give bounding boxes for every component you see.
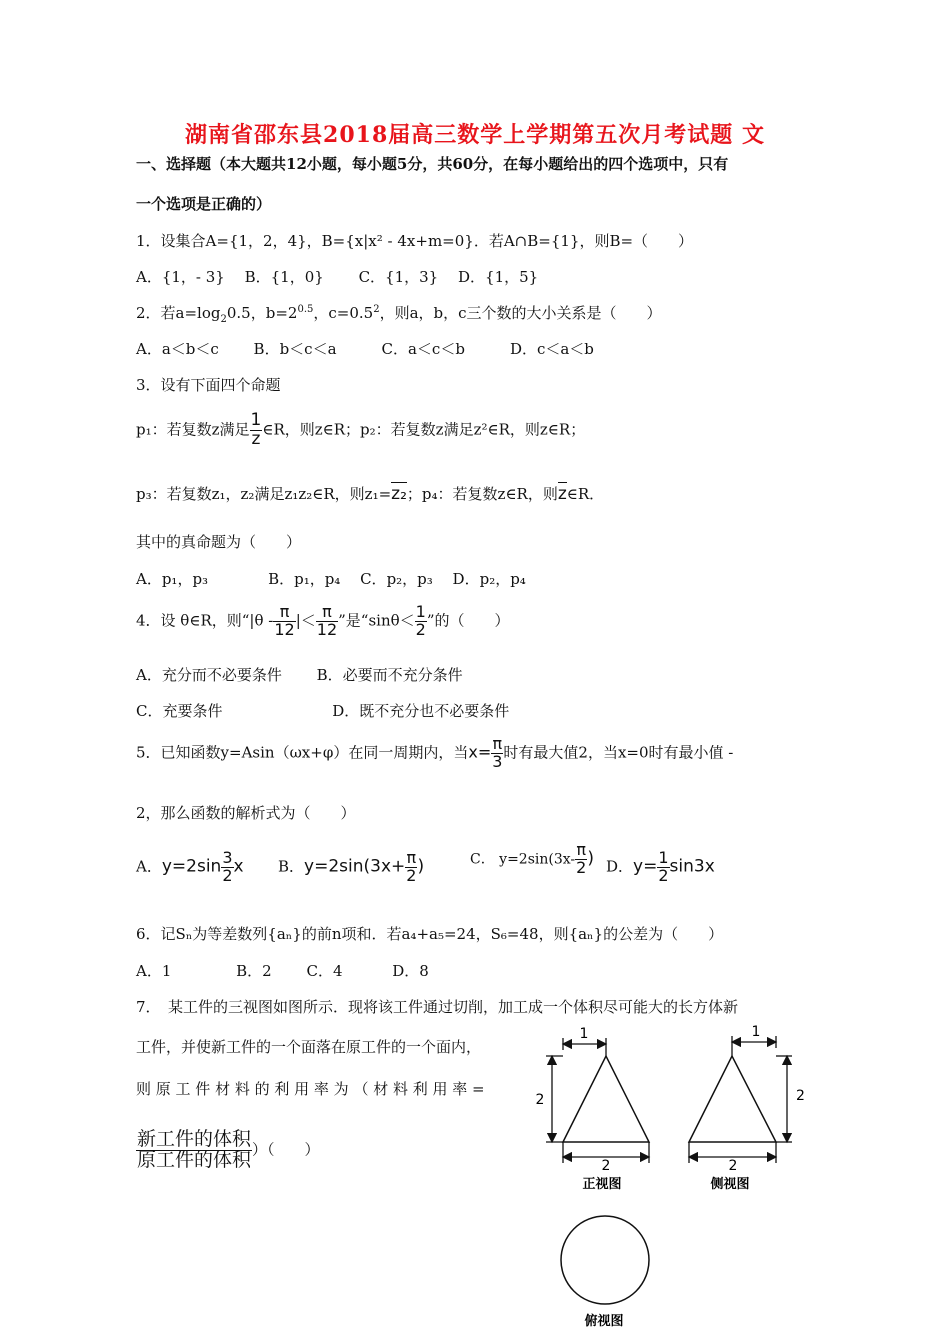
question-5-option-c: C． y=2sin(3x- $\frac{\pi}{2}$ ) — [470, 840, 594, 877]
question-7-line3: 则 原 工 件 材 料 的 利 用 率 为 （ 材 料 利 用 率 = — [136, 1080, 485, 1098]
question-1-stem: 1．设集合A={1，2，4}，B={x|x² - 4x+m=0}．若A∩B={1}，则B=（ ） — [136, 232, 694, 250]
section-heading-line2: 一个选项是正确的） — [136, 195, 272, 213]
front-base-dim-label: 2 — [601, 1158, 611, 1174]
question-3-p3-p4: p₃：若复数z₁，z₂满足z₁z₂∈R，则z₁=z₂；p₄：若复数z∈R，则z∈R． — [136, 484, 605, 504]
question-4-options-cd: C．充要条件 D．既不充分也不必要条件 — [136, 702, 510, 720]
question-2-options: A．a＜b＜c B．b＜c＜a C．a＜c＜b D．c＜a＜b — [136, 340, 594, 358]
front-view-label: 正视图 — [582, 1177, 622, 1192]
document-title: 湖南省邵东县2018届高三数学上学期第五次月考试题 文 — [185, 122, 765, 148]
side-base-dim-label: 2 — [728, 1158, 738, 1174]
question-1-options: A．{1，- 3} B．{1，0} C．{1，3} D．{1，5} — [136, 268, 539, 286]
question-5-option-a: A．y=2sin $\frac{3}{2}$ x — [136, 848, 244, 885]
question-4-stem: 4．设 θ∈R，则“|θ - $\frac{\pi}{12}$ |＜ $\frac{\pi}{12}$ ”是“sinθ＜ $\frac{1}{2}$ ”的（ ） — [136, 602, 510, 639]
side-view-label: 侧视图 — [710, 1177, 750, 1192]
question-7-line2: 工件，并使新工件的一个面落在原工件的一个面内， — [136, 1038, 482, 1056]
question-3-p1-p2: p₁：若复数z满足 $\frac{1}{z}$ ∈R，则z∈R；p₂：若复数z满足z²∈R，则z∈R； — [136, 410, 586, 449]
question-5-stem: 5．已知函数y=Asin（ωx+φ）在同一周期内，当x= $\frac{\pi}{3}$ 时有最大值2，当x=0时有最小值 - — [136, 734, 734, 771]
question-3-options: A．p₁，p₃ B．p₁，p₄ C．p₂，p₃ D．p₂，p₄ — [136, 570, 526, 588]
question-7-ratio: $\frac{\text{新工件的体积}}{\text{原工件的体积}}$ ）（ ） — [137, 1128, 320, 1171]
question-3-ask: 其中的真命题为（ ） — [136, 533, 302, 551]
question-4-options-ab: A．充分而不必要条件 B．必要而不充分条件 — [136, 666, 463, 684]
question-3-stem: 3．设有下面四个命题 — [136, 376, 281, 394]
front-top-dim-label: 1 — [579, 1026, 589, 1042]
question-2-stem: 2．若$a=\log_20.5$，$b=2^{0.5}$，$c=0.5^2$，则a，b，c三个数的大小关系是（ ） — [136, 304, 662, 325]
side-top-dim-label: 1 — [751, 1024, 761, 1040]
top-view-circle — [561, 1216, 649, 1304]
top-view-label: 俯视图 — [584, 1314, 624, 1329]
front-view-triangle — [563, 1056, 649, 1142]
question-6-stem: 6．记Sₙ为等差数列{aₙ}的前n项和．若a₄+a₅=24，S₆=48，则{aₙ}的公差为（ ） — [136, 925, 724, 943]
question-7-line1: 7． 某工件的三视图如图所示．现将该工件通过切削，加工成一个体积尽可能大的长方体新 — [136, 998, 739, 1016]
side-height-dim-label: 2 — [796, 1088, 805, 1104]
three-view-figure — [530, 1020, 820, 1335]
question-5-option-d: D．y= $\frac{1}{2}$ sin3x — [606, 848, 715, 885]
question-6-options: A．1 B．2 C．4 D．8 — [136, 962, 429, 980]
question-5-stem-line2: 2，那么函数的解析式为（ ） — [136, 804, 356, 822]
section-heading-line1: 一、选择题（本大题共12小题，每小题5分，共60分，在每小题给出的四个选项中，只有 — [136, 155, 729, 173]
front-height-dim-label: 2 — [535, 1092, 545, 1108]
question-5-option-b: B．y=2sin(3x+ $\frac{\pi}{2}$ ) — [278, 848, 425, 885]
side-view-triangle — [689, 1056, 776, 1142]
